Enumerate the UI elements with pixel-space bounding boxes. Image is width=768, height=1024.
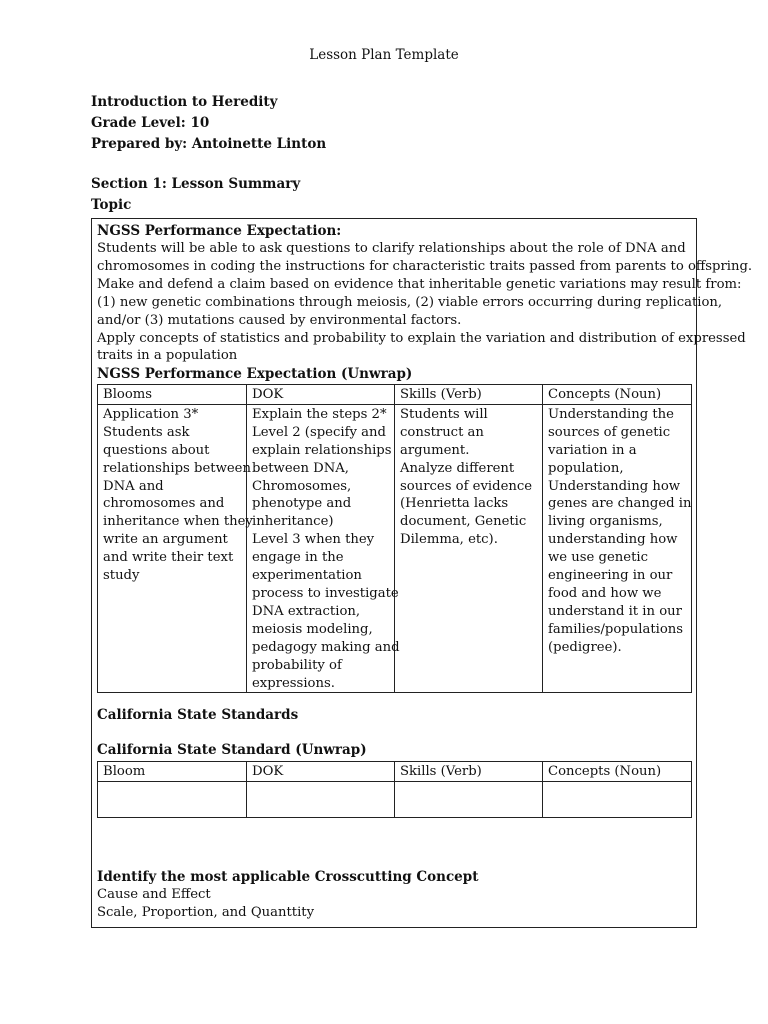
cell-bloom xyxy=(98,781,247,817)
ngss-body-line: chromosomes in coding the instructions for characteristic traits passed from parents to offspring. xyxy=(97,258,753,274)
document-title: Lesson Plan Template xyxy=(309,47,459,63)
header-dok: DOK xyxy=(247,385,395,405)
header-concepts: Concepts (Noun) xyxy=(543,762,692,782)
cell-line: Analyze different xyxy=(400,460,515,476)
table-row xyxy=(98,404,692,693)
ngss-body-line: Students will be able to ask questions to clarify relationships about the role of DNA and xyxy=(97,241,686,256)
cell-line: Students will xyxy=(400,406,488,422)
cell-line: meiosis modeling, xyxy=(252,621,373,637)
ngss-title: NGSS Performance Expectation: xyxy=(97,223,342,239)
cell-line: probability of xyxy=(252,657,342,673)
cell-line: families/populations xyxy=(548,621,684,637)
header-skills: Skills (Verb) xyxy=(395,385,543,405)
cell-concepts xyxy=(543,404,692,693)
table-header-row xyxy=(98,385,692,405)
cell-line: Explain the steps 2* xyxy=(252,406,387,422)
cell-line: inheritance when they xyxy=(103,514,253,530)
cell-line: explain relationships xyxy=(252,442,392,458)
cell-line: Application 3* xyxy=(103,406,199,422)
cell-line: sources of genetic xyxy=(548,424,671,440)
california-unwrap-table xyxy=(97,761,692,818)
cell-line: sources of evidence xyxy=(400,478,533,494)
cell-dok xyxy=(247,781,395,817)
cell-line: population, xyxy=(548,460,624,476)
cell-skills xyxy=(395,781,543,817)
header-bloom: Bloom xyxy=(98,762,247,782)
ngss-unwrap-table xyxy=(97,384,692,693)
cell-line: we use genetic xyxy=(548,550,648,566)
cell-line: write an argument xyxy=(103,532,228,548)
cell-blooms xyxy=(98,404,253,693)
cell-concepts xyxy=(543,781,692,817)
grade-level: Grade Level: 10 xyxy=(91,115,210,131)
cell-line: relationships between xyxy=(103,460,251,476)
ngss-body-line: (1) new genetic combinations through meiosis, (2) viable errors occurring during replication, xyxy=(97,294,723,310)
header-dok: DOK xyxy=(247,762,395,782)
cell-line: Level 2 (specify and xyxy=(252,424,386,440)
lesson-title: Introduction to Heredity xyxy=(91,94,278,110)
cell-line: construct an xyxy=(400,424,484,440)
ngss-body-line: Make and defend a claim based on evidence that inheritable genetic variations may result from: xyxy=(97,276,742,292)
cell-line: Understanding how xyxy=(548,478,681,494)
cell-line: (pedigree). xyxy=(548,639,622,655)
cell-line: Chromosomes, xyxy=(252,478,352,494)
cell-line: understand it in our xyxy=(548,603,682,619)
ngss-body-line: traits in a population xyxy=(97,348,238,364)
cell-line: argument. xyxy=(400,442,470,458)
topic-heading: Topic xyxy=(91,197,132,213)
california-unwrap-title: California State Standard (Unwrap) xyxy=(97,742,367,758)
cell-line: process to investigate xyxy=(252,585,399,601)
cell-line: inheritance) xyxy=(252,514,334,530)
section-heading: Section 1: Lesson Summary xyxy=(91,176,301,192)
cell-line: living organisms, xyxy=(548,514,663,530)
cell-line: understanding how xyxy=(548,532,678,548)
cell-line: pedagogy making and xyxy=(252,639,400,655)
cell-line: questions about xyxy=(103,442,210,458)
cell-line: Dilemma, etc). xyxy=(400,532,498,548)
cell-line: Students ask xyxy=(103,424,190,440)
cell-line: study xyxy=(103,568,140,584)
table-header-row xyxy=(98,762,692,782)
cell-skills xyxy=(395,404,543,693)
cell-line: DNA extraction, xyxy=(252,603,361,619)
header-blooms: Blooms xyxy=(98,385,247,405)
cell-line: genes are changed in xyxy=(548,496,692,512)
table-row xyxy=(98,781,692,817)
cell-line: food and how we xyxy=(548,585,662,601)
cell-line: DNA and xyxy=(103,478,164,494)
ngss-body-line: and/or (3) mutations caused by environmental factors. xyxy=(97,312,462,328)
ngss-unwrap-title: NGSS Performance Expectation (Unwrap) xyxy=(97,366,413,382)
cell-line: experimentation xyxy=(252,568,362,584)
cell-line: phenotype and xyxy=(252,496,352,512)
cell-dok xyxy=(247,404,400,693)
cell-line: Understanding the xyxy=(548,406,674,422)
cell-line: variation in a xyxy=(548,442,637,458)
california-standards-title: California State Standards xyxy=(97,707,299,723)
header-skills: Skills (Verb) xyxy=(395,762,543,782)
crosscutting-title: Identify the most applicable Crosscutting Concept xyxy=(97,869,479,885)
cell-line: chromosomes and xyxy=(103,496,225,512)
header-concepts: Concepts (Noun) xyxy=(543,385,692,405)
cell-line: engage in the xyxy=(252,550,344,566)
ngss-body-line: Apply concepts of statistics and probability to explain the variation and distribution of expressed xyxy=(97,330,746,346)
cell-line: (Henrietta lacks xyxy=(400,496,509,512)
crosscutting-item: Scale, Proportion, and Quanttity xyxy=(97,905,315,920)
crosscutting-item: Cause and Effect xyxy=(97,887,211,902)
cell-line: document, Genetic xyxy=(400,514,527,530)
cell-line: expressions. xyxy=(252,675,335,691)
prepared-by: Prepared by: Antoinette Linton xyxy=(91,136,327,152)
cell-line: and write their text xyxy=(103,550,234,566)
cell-line: engineering in our xyxy=(548,568,673,584)
cell-line: between DNA, xyxy=(252,460,349,476)
ngss-body xyxy=(97,240,753,365)
cell-line: Level 3 when they xyxy=(252,532,375,548)
